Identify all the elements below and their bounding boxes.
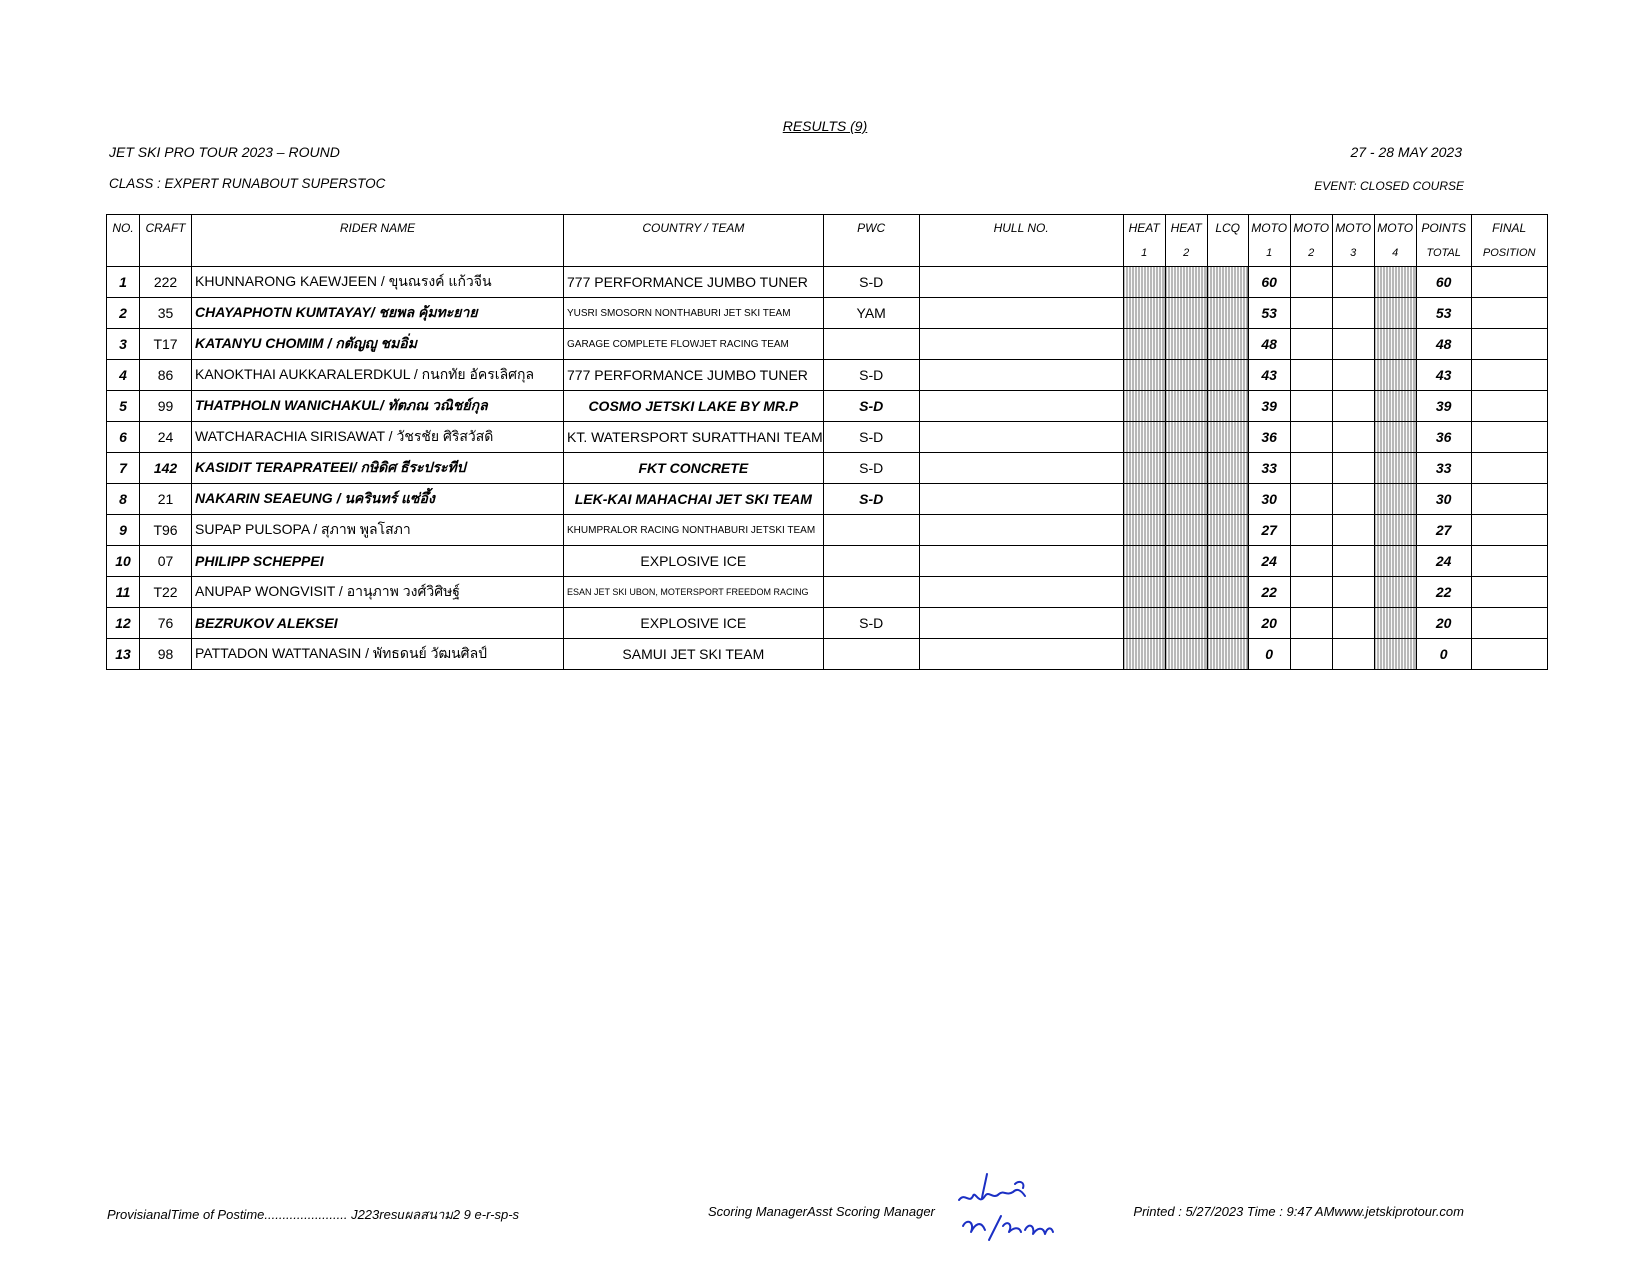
cell-moto3 bbox=[1332, 329, 1374, 360]
cell-no: 3 bbox=[107, 329, 140, 360]
cell-final bbox=[1471, 267, 1547, 298]
cell-heat1 bbox=[1123, 453, 1165, 484]
cell-moto1: 43 bbox=[1248, 360, 1290, 391]
cell-final bbox=[1471, 484, 1547, 515]
table-row bbox=[107, 360, 1548, 391]
cell-hull bbox=[919, 329, 1123, 360]
cell-hull bbox=[919, 267, 1123, 298]
cell-moto2 bbox=[1290, 267, 1332, 298]
cell-rider: SUPAP PULSOPA / สุภาพ พูลโสภา bbox=[192, 515, 564, 546]
col-team: COUNTRY / TEAM bbox=[564, 215, 824, 267]
col-no: NO. bbox=[107, 215, 140, 267]
cell-rider: NAKARIN SEAEUNG / นครินทร์ แซ่อึ้ง bbox=[192, 484, 564, 515]
cell-rider: KATANYU CHOMIM / กตัญญู ชมอิ่ม bbox=[192, 329, 564, 360]
cell-pwc: S-D bbox=[823, 484, 919, 515]
table-body bbox=[107, 267, 1548, 670]
cell-team: SAMUI JET SKI TEAM bbox=[564, 639, 824, 670]
cell-moto4 bbox=[1374, 577, 1416, 608]
cell-heat2 bbox=[1165, 546, 1207, 577]
cell-craft: 21 bbox=[140, 484, 192, 515]
cell-pwc: S-D bbox=[823, 360, 919, 391]
cell-heat1 bbox=[1123, 267, 1165, 298]
cell-pwc bbox=[823, 639, 919, 670]
cell-heat2 bbox=[1165, 298, 1207, 329]
cell-team: YUSRI SMOSORN NONTHABURI JET SKI TEAM bbox=[564, 298, 824, 329]
table-row bbox=[107, 639, 1548, 670]
cell-moto2 bbox=[1290, 546, 1332, 577]
cell-heat2 bbox=[1165, 639, 1207, 670]
cell-moto3 bbox=[1332, 608, 1374, 639]
cell-heat1 bbox=[1123, 298, 1165, 329]
cell-no: 8 bbox=[107, 484, 140, 515]
cell-points: 43 bbox=[1416, 360, 1471, 391]
cell-moto1: 27 bbox=[1248, 515, 1290, 546]
cell-heat2 bbox=[1165, 360, 1207, 391]
cell-moto1: 24 bbox=[1248, 546, 1290, 577]
cell-moto2 bbox=[1290, 577, 1332, 608]
cell-team: EXPLOSIVE ICE bbox=[564, 608, 824, 639]
cell-moto1: 48 bbox=[1248, 329, 1290, 360]
cell-team: FKT CONCRETE bbox=[564, 453, 824, 484]
cell-hull bbox=[919, 453, 1123, 484]
col-moto4: MOTO 4 bbox=[1374, 215, 1416, 267]
cell-moto2 bbox=[1290, 453, 1332, 484]
cell-final bbox=[1471, 639, 1547, 670]
cell-craft: 142 bbox=[140, 453, 192, 484]
cell-heat1 bbox=[1123, 422, 1165, 453]
cell-moto2 bbox=[1290, 422, 1332, 453]
cell-hull bbox=[919, 515, 1123, 546]
col-moto1: MOTO 1 bbox=[1248, 215, 1290, 267]
cell-moto3 bbox=[1332, 577, 1374, 608]
cell-heat2 bbox=[1165, 422, 1207, 453]
cell-pwc: S-D bbox=[823, 608, 919, 639]
cell-moto3 bbox=[1332, 391, 1374, 422]
cell-moto3 bbox=[1332, 515, 1374, 546]
cell-craft: 07 bbox=[140, 546, 192, 577]
cell-heat2 bbox=[1165, 453, 1207, 484]
cell-no: 4 bbox=[107, 360, 140, 391]
cell-rider: ANUPAP WONGVISIT / อานุภาพ วงศ์วิศิษฐ์ bbox=[192, 577, 564, 608]
cell-heat1 bbox=[1123, 639, 1165, 670]
cell-rider: KASIDIT TERAPRATEEI/ กษิดิศ ธีระประทีป bbox=[192, 453, 564, 484]
cell-rider: THATPHOLN WANICHAKUL/ ทัตภณ วณิชย์กุล bbox=[192, 391, 564, 422]
cell-craft: T22 bbox=[140, 577, 192, 608]
cell-heat2 bbox=[1165, 329, 1207, 360]
cell-moto1: 36 bbox=[1248, 422, 1290, 453]
cell-heat1 bbox=[1123, 515, 1165, 546]
cell-lcq bbox=[1207, 546, 1248, 577]
col-heat1: HEAT 1 bbox=[1123, 215, 1165, 267]
cell-final bbox=[1471, 422, 1547, 453]
cell-heat1 bbox=[1123, 546, 1165, 577]
col-heat2: HEAT 2 bbox=[1165, 215, 1207, 267]
cell-team: COSMO JETSKI LAKE BY MR.P bbox=[564, 391, 824, 422]
event-title: JET SKI PRO TOUR 2023 – ROUND bbox=[109, 144, 340, 160]
cell-heat1 bbox=[1123, 608, 1165, 639]
cell-heat2 bbox=[1165, 267, 1207, 298]
col-craft: CRAFT bbox=[140, 215, 192, 267]
cell-no: 12 bbox=[107, 608, 140, 639]
cell-hull bbox=[919, 577, 1123, 608]
table-row bbox=[107, 267, 1548, 298]
cell-moto1: 60 bbox=[1248, 267, 1290, 298]
cell-heat1 bbox=[1123, 329, 1165, 360]
cell-heat2 bbox=[1165, 484, 1207, 515]
cell-points: 20 bbox=[1416, 608, 1471, 639]
col-final: FINAL POSITION bbox=[1471, 215, 1547, 267]
table-row bbox=[107, 391, 1548, 422]
cell-moto2 bbox=[1290, 515, 1332, 546]
cell-hull bbox=[919, 360, 1123, 391]
table-row bbox=[107, 608, 1548, 639]
cell-hull bbox=[919, 608, 1123, 639]
cell-moto4 bbox=[1374, 608, 1416, 639]
cell-heat2 bbox=[1165, 391, 1207, 422]
table-row bbox=[107, 422, 1548, 453]
cell-moto3 bbox=[1332, 360, 1374, 391]
cell-moto3 bbox=[1332, 422, 1374, 453]
cell-moto4 bbox=[1374, 484, 1416, 515]
results-table bbox=[106, 214, 1548, 670]
cell-moto2 bbox=[1290, 608, 1332, 639]
cell-team: GARAGE COMPLETE FLOWJET RACING TEAM bbox=[564, 329, 824, 360]
table-row bbox=[107, 577, 1548, 608]
cell-heat1 bbox=[1123, 391, 1165, 422]
cell-team: ESAN JET SKI UBON, MOTERSPORT FREEDOM RACING bbox=[564, 577, 824, 608]
footer-left: ProvisianalTime of Postime....................... J223resuผลสนาม2 9 e-r-sp-s bbox=[107, 1207, 520, 1222]
cell-no: 9 bbox=[107, 515, 140, 546]
cell-team: KHUMPRALOR RACING NONTHABURI JETSKI TEAM bbox=[564, 515, 824, 546]
cell-no: 13 bbox=[107, 639, 140, 670]
cell-craft: 24 bbox=[140, 422, 192, 453]
cell-rider: KANOKTHAI AUKKARALERDKUL / กนกทัย อัครเลิศกุล bbox=[192, 360, 564, 391]
cell-team: EXPLOSIVE ICE bbox=[564, 546, 824, 577]
cell-rider: WATCHARACHIA SIRISAWAT / วัชรชัย ศิริสวัสดิ bbox=[192, 422, 564, 453]
cell-no: 1 bbox=[107, 267, 140, 298]
col-moto3: MOTO 3 bbox=[1332, 215, 1374, 267]
cell-final bbox=[1471, 608, 1547, 639]
event-date: 27 - 28 MAY 2023 bbox=[1350, 144, 1462, 160]
cell-team: LEK-KAI MAHACHAI JET SKI TEAM bbox=[564, 484, 824, 515]
cell-moto1: 30 bbox=[1248, 484, 1290, 515]
cell-moto1: 20 bbox=[1248, 608, 1290, 639]
cell-points: 53 bbox=[1416, 298, 1471, 329]
cell-points: 48 bbox=[1416, 329, 1471, 360]
col-pwc: PWC bbox=[823, 215, 919, 267]
cell-moto3 bbox=[1332, 267, 1374, 298]
cell-pwc bbox=[823, 515, 919, 546]
cell-points: 24 bbox=[1416, 546, 1471, 577]
cell-moto4 bbox=[1374, 422, 1416, 453]
cell-rider: KHUNNARONG KAEWJEEN / ขุนณรงค์ แก้วจีน bbox=[192, 267, 564, 298]
cell-hull bbox=[919, 484, 1123, 515]
cell-points: 39 bbox=[1416, 391, 1471, 422]
cell-moto3 bbox=[1332, 546, 1374, 577]
cell-final bbox=[1471, 515, 1547, 546]
cell-rider: PHILIPP SCHEPPEI bbox=[192, 546, 564, 577]
col-moto2: MOTO 2 bbox=[1290, 215, 1332, 267]
cell-moto2 bbox=[1290, 329, 1332, 360]
cell-lcq bbox=[1207, 391, 1248, 422]
table-row bbox=[107, 546, 1548, 577]
cell-final bbox=[1471, 453, 1547, 484]
cell-moto3 bbox=[1332, 453, 1374, 484]
cell-pwc bbox=[823, 546, 919, 577]
cell-points: 27 bbox=[1416, 515, 1471, 546]
cell-moto1: 33 bbox=[1248, 453, 1290, 484]
cell-lcq bbox=[1207, 639, 1248, 670]
col-lcq: LCQ bbox=[1207, 215, 1248, 267]
cell-craft: T96 bbox=[140, 515, 192, 546]
table-row bbox=[107, 298, 1548, 329]
cell-moto2 bbox=[1290, 360, 1332, 391]
cell-moto3 bbox=[1332, 298, 1374, 329]
cell-lcq bbox=[1207, 422, 1248, 453]
cell-final bbox=[1471, 298, 1547, 329]
cell-pwc: S-D bbox=[823, 422, 919, 453]
cell-lcq bbox=[1207, 360, 1248, 391]
cell-no: 11 bbox=[107, 577, 140, 608]
cell-craft: 99 bbox=[140, 391, 192, 422]
cell-moto4 bbox=[1374, 267, 1416, 298]
cell-lcq bbox=[1207, 608, 1248, 639]
footer-printed: Printed : 5/27/2023 Time : 9:47 AMwww.jetskiprotour.com bbox=[1133, 1204, 1464, 1219]
cell-craft: 86 bbox=[140, 360, 192, 391]
cell-points: 0 bbox=[1416, 639, 1471, 670]
cell-team: 777 PERFORMANCE JUMBO TUNER bbox=[564, 267, 824, 298]
cell-final bbox=[1471, 360, 1547, 391]
cell-moto2 bbox=[1290, 484, 1332, 515]
cell-heat1 bbox=[1123, 577, 1165, 608]
cell-pwc: S-D bbox=[823, 391, 919, 422]
cell-moto4 bbox=[1374, 453, 1416, 484]
cell-no: 6 bbox=[107, 422, 140, 453]
cell-pwc bbox=[823, 577, 919, 608]
cell-points: 33 bbox=[1416, 453, 1471, 484]
cell-rider: PATTADON WATTANASIN / พัทธดนย์ วัฒนศิลป์ bbox=[192, 639, 564, 670]
cell-lcq bbox=[1207, 298, 1248, 329]
cell-moto4 bbox=[1374, 639, 1416, 670]
cell-heat1 bbox=[1123, 360, 1165, 391]
cell-craft: 222 bbox=[140, 267, 192, 298]
cell-craft: T17 bbox=[140, 329, 192, 360]
cell-pwc: YAM bbox=[823, 298, 919, 329]
cell-no: 2 bbox=[107, 298, 140, 329]
cell-pwc: S-D bbox=[823, 267, 919, 298]
cell-heat2 bbox=[1165, 515, 1207, 546]
table-row bbox=[107, 453, 1548, 484]
cell-moto3 bbox=[1332, 484, 1374, 515]
cell-moto1: 0 bbox=[1248, 639, 1290, 670]
cell-moto4 bbox=[1374, 360, 1416, 391]
cell-moto1: 39 bbox=[1248, 391, 1290, 422]
class-line: CLASS : EXPERT RUNABOUT SUPERSTOC bbox=[109, 176, 386, 191]
cell-moto2 bbox=[1290, 298, 1332, 329]
cell-points: 36 bbox=[1416, 422, 1471, 453]
footer-scoring-manager: Scoring ManagerAsst Scoring Manager bbox=[708, 1204, 935, 1219]
cell-final bbox=[1471, 546, 1547, 577]
col-points: POINTS TOTAL bbox=[1416, 215, 1471, 267]
results-title: RESULTS (9) bbox=[782, 118, 868, 134]
cell-no: 5 bbox=[107, 391, 140, 422]
cell-hull bbox=[919, 639, 1123, 670]
cell-heat2 bbox=[1165, 577, 1207, 608]
cell-points: 30 bbox=[1416, 484, 1471, 515]
cell-no: 10 bbox=[107, 546, 140, 577]
cell-team: 777 PERFORMANCE JUMBO TUNER bbox=[564, 360, 824, 391]
cell-lcq bbox=[1207, 515, 1248, 546]
table-row bbox=[107, 329, 1548, 360]
cell-moto4 bbox=[1374, 329, 1416, 360]
cell-lcq bbox=[1207, 577, 1248, 608]
cell-pwc bbox=[823, 329, 919, 360]
cell-rider: BEZRUKOV ALEKSEI bbox=[192, 608, 564, 639]
cell-hull bbox=[919, 546, 1123, 577]
cell-no: 7 bbox=[107, 453, 140, 484]
cell-final bbox=[1471, 391, 1547, 422]
cell-moto2 bbox=[1290, 391, 1332, 422]
cell-rider: CHAYAPHOTN KUMTAYAY/ ชยพล คุ้มทะยาย bbox=[192, 298, 564, 329]
cell-craft: 35 bbox=[140, 298, 192, 329]
cell-lcq bbox=[1207, 329, 1248, 360]
cell-hull bbox=[919, 391, 1123, 422]
cell-points: 22 bbox=[1416, 577, 1471, 608]
cell-moto2 bbox=[1290, 639, 1332, 670]
cell-final bbox=[1471, 577, 1547, 608]
cell-points: 60 bbox=[1416, 267, 1471, 298]
table-row bbox=[107, 484, 1548, 515]
table-row bbox=[107, 515, 1548, 546]
cell-craft: 98 bbox=[140, 639, 192, 670]
col-hull: HULL NO. bbox=[919, 215, 1123, 267]
cell-team: KT. WATERSPORT SURATTHANI TEAM bbox=[564, 422, 824, 453]
cell-heat1 bbox=[1123, 484, 1165, 515]
cell-lcq bbox=[1207, 267, 1248, 298]
cell-moto3 bbox=[1332, 639, 1374, 670]
cell-craft: 76 bbox=[140, 608, 192, 639]
cell-moto1: 22 bbox=[1248, 577, 1290, 608]
col-rider: RIDER NAME bbox=[192, 215, 564, 267]
handwritten-signature bbox=[955, 1170, 1065, 1250]
cell-moto4 bbox=[1374, 515, 1416, 546]
cell-moto4 bbox=[1374, 298, 1416, 329]
cell-lcq bbox=[1207, 453, 1248, 484]
cell-heat2 bbox=[1165, 608, 1207, 639]
cell-lcq bbox=[1207, 484, 1248, 515]
event-type: EVENT: CLOSED COURSE bbox=[1314, 179, 1464, 193]
cell-moto4 bbox=[1374, 391, 1416, 422]
cell-hull bbox=[919, 422, 1123, 453]
cell-moto4 bbox=[1374, 546, 1416, 577]
cell-pwc: S-D bbox=[823, 453, 919, 484]
cell-moto1: 53 bbox=[1248, 298, 1290, 329]
cell-final bbox=[1471, 329, 1547, 360]
cell-hull bbox=[919, 298, 1123, 329]
table-header bbox=[107, 215, 1548, 267]
